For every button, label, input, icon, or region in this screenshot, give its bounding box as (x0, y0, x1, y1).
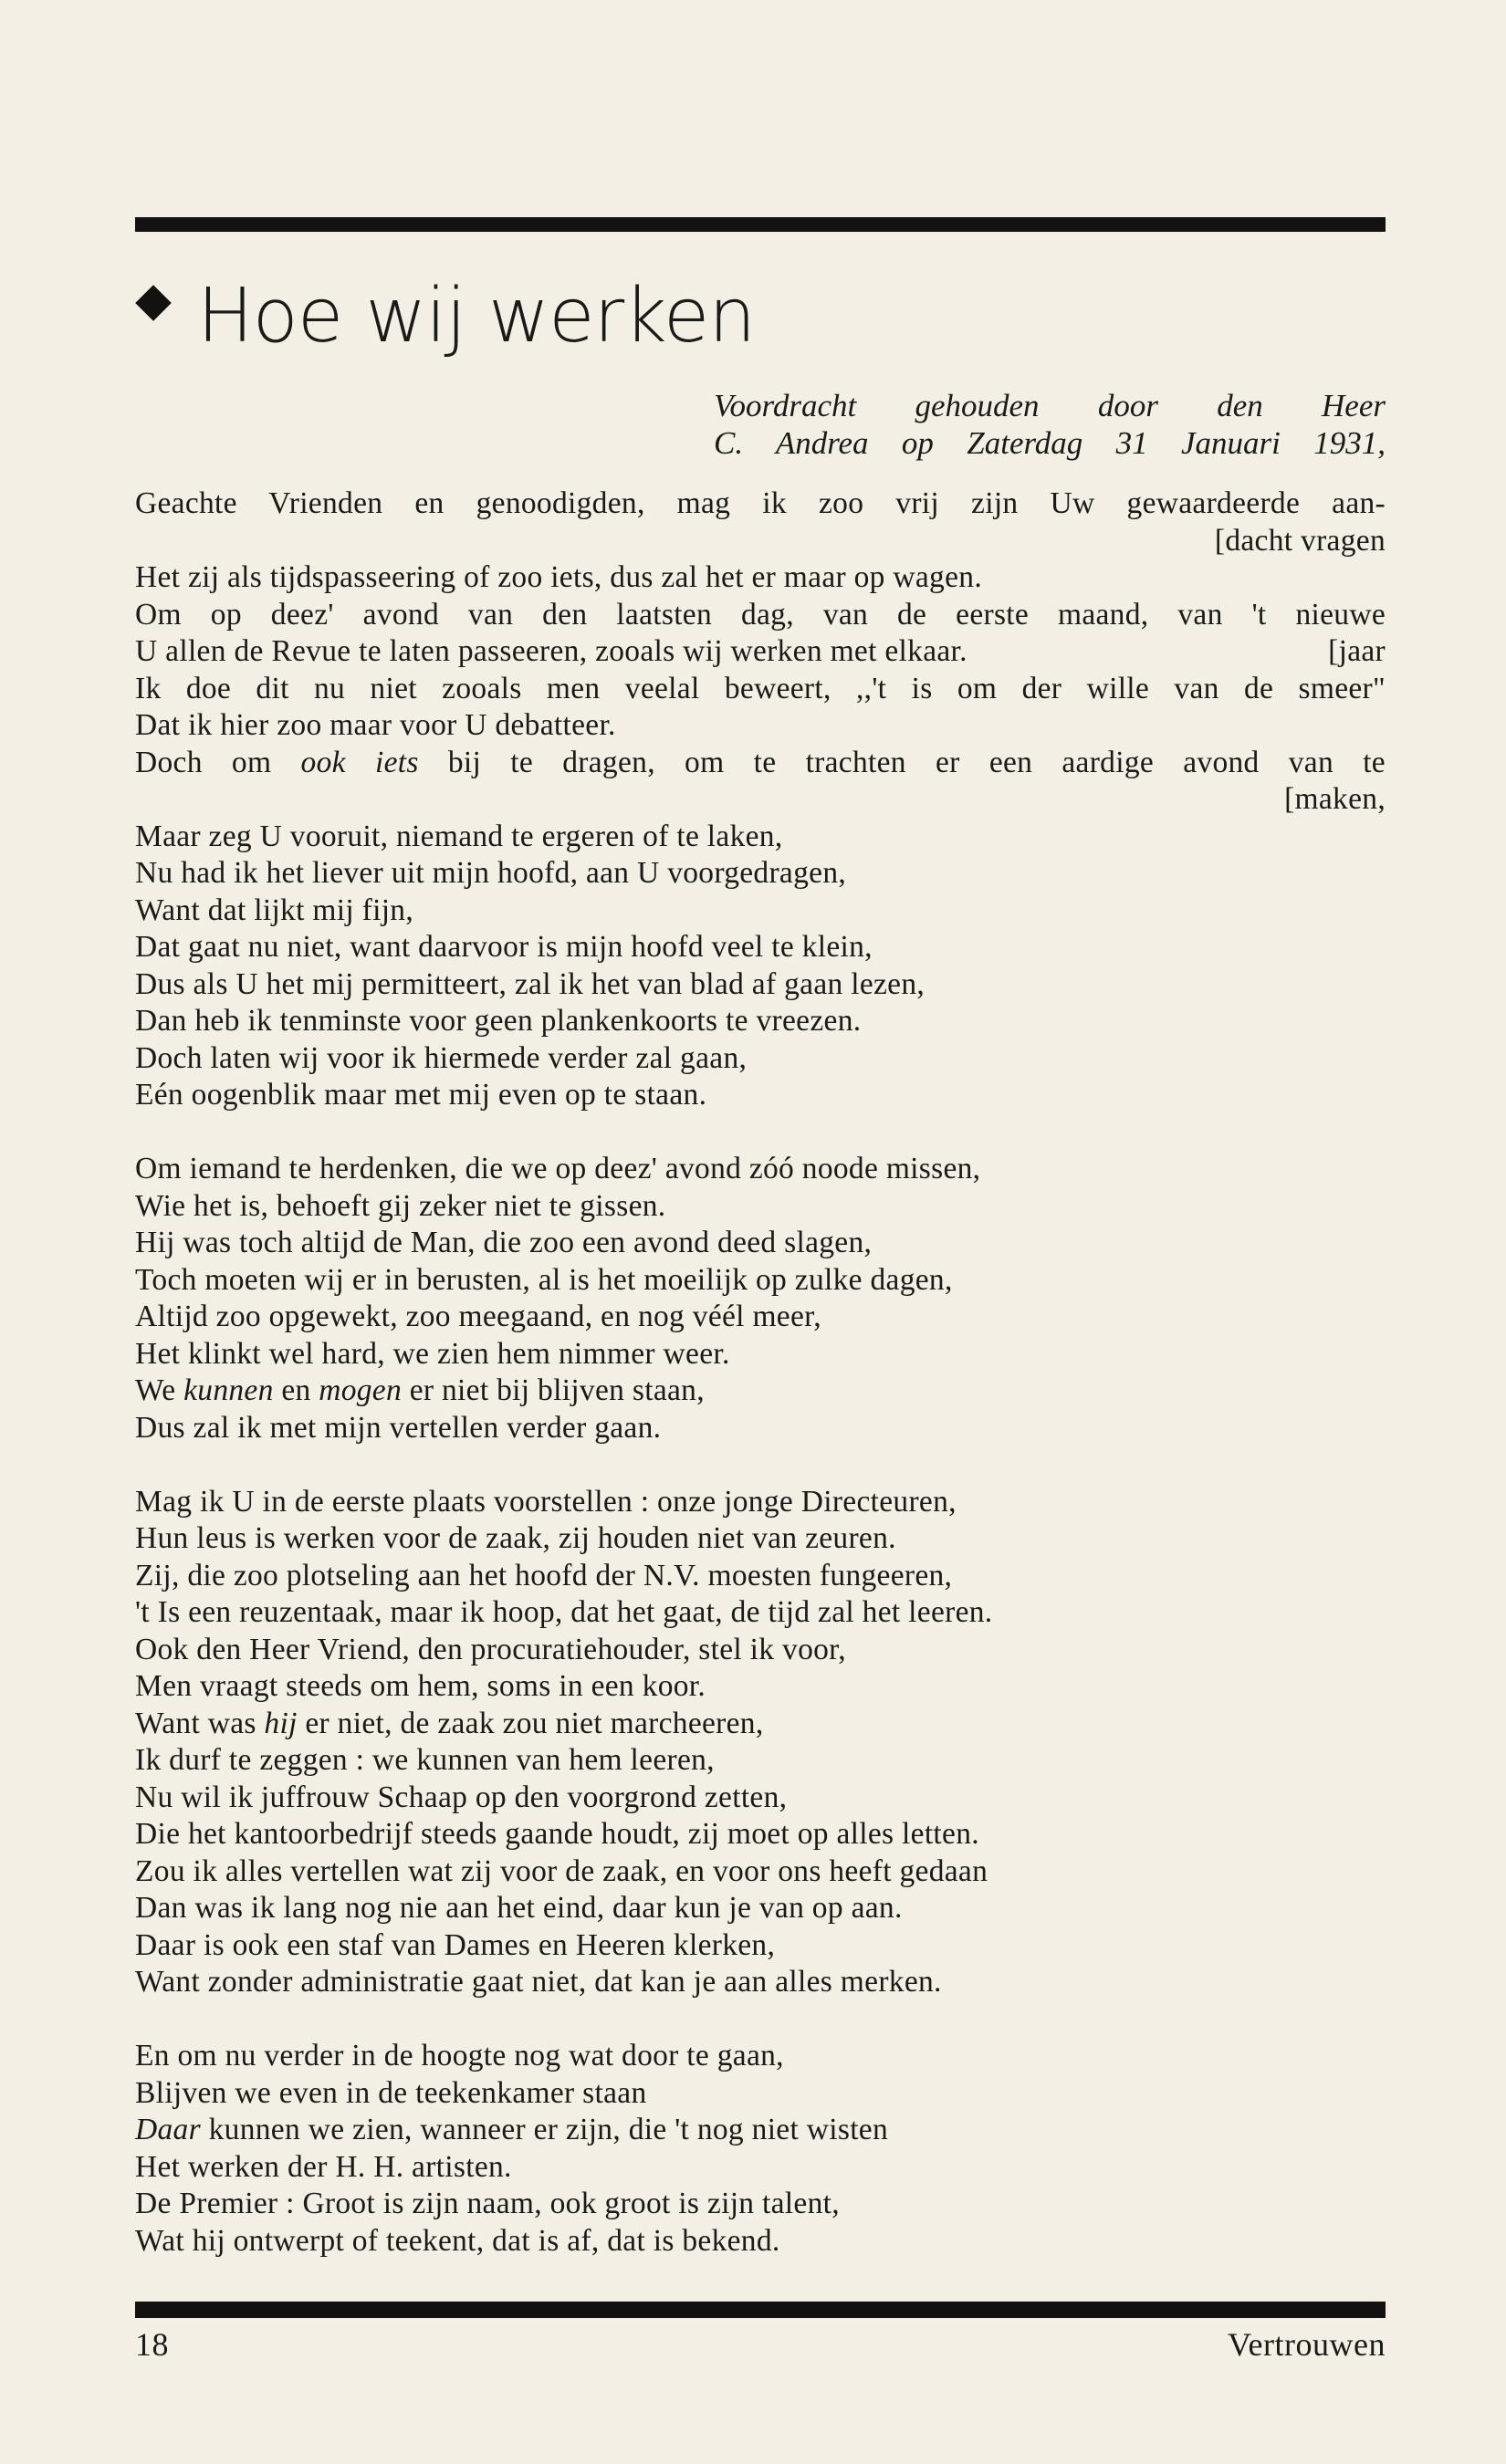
poem-emphasis: Daar (135, 2113, 201, 2146)
poem-line (135, 2112, 1386, 2149)
poem-emphasis: ook iets (300, 745, 419, 779)
poem-line: Maar zeg U vooruit, niemand te ergeren of te laken, (135, 819, 783, 853)
poem-line-text: U allen de Revue te laten passeeren, zooals wij werken met elkaar. (135, 634, 967, 668)
poem-emphasis: kunnen (183, 1373, 274, 1407)
byline (714, 387, 1386, 462)
poem-line-text: er niet, de zaak zou niet marcheeren, (297, 1706, 764, 1740)
poem-line: Dus als U het mij permitteert, zal ik het van blad af gaan lezen, (135, 966, 926, 1001)
poem-line: Dan was ik lang nog nie aan het eind, daar kun je van op aan. (135, 1891, 903, 1925)
poem-line: Daar is ook een staf van Dames en Heeren klerken, (135, 1927, 776, 1962)
poem-line-continuation: [dacht vragen (1214, 523, 1386, 558)
poem-line: Die het kantoorbedrijf steeds gaande houdt, zij moet op alles letten. (135, 1817, 979, 1851)
poem-line: Blijven we even in de teekenkamer staan (135, 2075, 647, 2110)
poem-line: Om iemand te herdenken, die we op deez' avond zóó noode missen, (135, 1152, 981, 1185)
stanza-gap (135, 1446, 1386, 1484)
poem-line (135, 745, 1386, 782)
poem-line: Hij was toch altijd de Man, die zoo een avond deed slagen, (135, 1226, 873, 1259)
poem-line: Wie het is, behoeft gij zeker niet te gissen. (135, 1188, 666, 1223)
poem-line-continuation: [maken, (1284, 782, 1386, 816)
heading (135, 266, 755, 367)
bottom-rule (135, 2302, 1386, 2318)
poem-line: Hun leus is werken voor de zaak, zij houden niet van zeuren. (135, 1521, 896, 1555)
poem-emphasis: hij (264, 1706, 298, 1740)
poem-line: Zou ik alles vertellen wat zij voor de zaak, en voor ons heeft gedaan (135, 1853, 988, 1888)
poem-line: Dat gaat nu niet, want daarvoor is mijn hoofd veel te klein, (135, 930, 873, 964)
poem-line: Wat hij ontwerpt of teekent, dat is af, dat is bekend. (135, 2223, 780, 2258)
poem-line: Geachte Vrienden en genoodigden, mag ik zoo vrij zijn Uw gewaardeerde aan- (135, 486, 1386, 520)
poem-line (135, 1373, 1386, 1410)
poem-line (135, 1706, 1386, 1743)
poem-line: Men vraagt steeds om hem, soms in een koor. (135, 1669, 706, 1703)
poem-line: Ook den Heer Vriend, den procuratiehouder, stel ik voor, (135, 1632, 846, 1666)
poem-body (135, 485, 1386, 2260)
poem-line: Nu had ik het liever uit mijn hoofd, aan U voorgedragen, (135, 856, 847, 890)
poem-line: Zij, die zoo plotseling aan het hoofd der N.V. moesten fungeeren, (135, 1558, 953, 1592)
diamond-bullet-icon (135, 285, 172, 321)
poem-line: Het werken der H. H. artisten. (135, 2149, 512, 2184)
poem-line: Dat ik hier zoo maar voor U debatteer. (135, 708, 616, 742)
poem-line: Toch moeten wij er in berusten, al is het moeilijk op zulke dagen, (135, 1262, 953, 1297)
poem-line: Om op deez' avond van den laatsten dag, van de eerste maand, van 't nieuwe (135, 597, 1386, 632)
top-rule (135, 217, 1386, 232)
poem-line: Want dat lijkt mij fijn, (135, 893, 414, 927)
poem-line: Dus zal ik met mijn vertellen verder gaan. (135, 1410, 662, 1445)
poem-line: Het zij als tijdspasseering of zoo iets, dus zal het er maar op wagen. (135, 560, 983, 594)
publication-name: Vertrouwen (1228, 2326, 1386, 2363)
poem-line-text: We (135, 1373, 184, 1407)
poem-line: Altijd zoo opgewekt, zoo meegaand, en nog véél meer, (135, 1300, 821, 1333)
poem-line-text: en (273, 1373, 319, 1407)
stanza-gap (135, 2001, 1386, 2039)
page-footer (135, 2325, 1386, 2364)
poem-line: Nu wil ik juffrouw Schaap op den voorgrond zetten, (135, 1780, 788, 1814)
poem-line: Dan heb ik tenminste voor geen plankenkoorts te vreezen. (135, 1004, 862, 1038)
poem-line (135, 633, 1386, 671)
poem-line: En om nu verder in de hoogte nog wat door te gaan, (135, 2039, 784, 2072)
poem-line-text: Doch om (135, 745, 301, 779)
poem-line: Mag ik U in de eerste plaats voorstellen : onze jonge Directeuren, (135, 1484, 957, 1519)
poem-emphasis: mogen (319, 1373, 403, 1407)
page-number: 18 (135, 2326, 169, 2363)
poem-line-text: bij te dragen, om te trachten er een aardige avond van te (418, 745, 1386, 779)
poem-line: Ik durf te zeggen : we kunnen van hem leeren, (135, 1743, 715, 1777)
byline-line-2: C. Andrea op Zaterdag 31 Januari 1931, (714, 425, 1386, 461)
poem-line: De Premier : Groot is zijn naam, ook groot is zijn talent, (135, 2187, 840, 2220)
poem-line: 't Is een reuzentaak, maar ik hoop, dat het gaat, de tijd zal het leeren. (135, 1595, 993, 1629)
stanza-gap (135, 1114, 1386, 1152)
poem-line-text: kunnen we zien, wanneer er zijn, die 't nog niet wisten (200, 2113, 889, 2146)
poem-line-continuation: [jaar (1328, 634, 1386, 668)
poem-line: Ik doe dit nu niet zooals men veelal beweert, ,,'t is om der wille van de smeer" (135, 671, 1386, 705)
poem-line: Want zonder administratie gaat niet, dat kan je aan alles merken. (135, 1965, 942, 1999)
page-title: Hoe wij werken (197, 273, 756, 360)
byline-line-1: Voordracht gehouden door den Heer (714, 388, 1386, 423)
poem-line: Doch laten wij voor ik hiermede verder zal gaan, (135, 1040, 748, 1075)
poem-line: Eén oogenblik maar met mij even op te staan. (135, 1078, 707, 1112)
poem-line-text: Want was (135, 1706, 265, 1740)
poem-line-text: er niet bij blijven staan, (402, 1373, 705, 1407)
poem-line: Het klinkt wel hard, we zien hem nimmer weer. (135, 1336, 730, 1371)
